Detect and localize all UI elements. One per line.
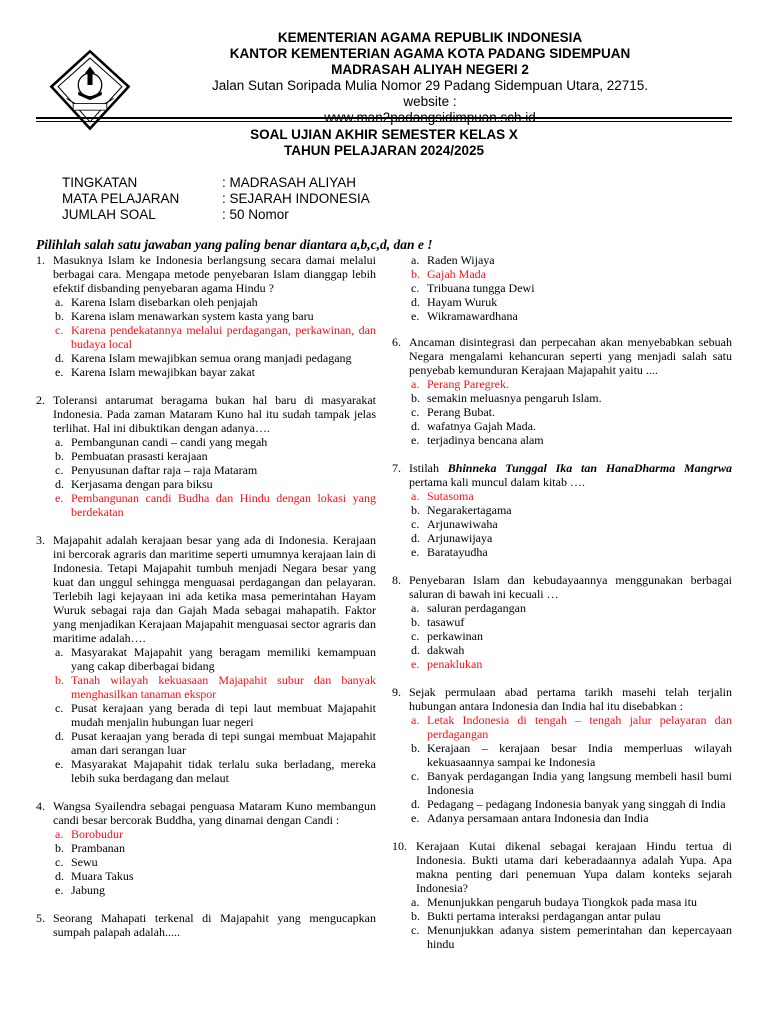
option-letter: e.: [55, 491, 64, 505]
question-number: 9.: [392, 685, 401, 699]
option-letter: d.: [55, 869, 64, 883]
question-text: Wangsa Syailendra sebagai penguasa Mataram Kuno membangun candi besar bercorak Buddha, yang dinamai dengan Candi :: [53, 799, 376, 827]
option-letter: d.: [411, 295, 420, 309]
option-letter: c.: [55, 701, 64, 715]
option-letter: a.: [411, 601, 420, 615]
answer-option-correct: [411, 713, 732, 741]
question-group: [392, 573, 732, 951]
option-list: [55, 827, 376, 897]
option-text: Menunjukkan adanya sistem pemerintahan dan kepercayaan hindu: [427, 923, 732, 951]
option-letter: e.: [411, 545, 420, 559]
option-letter: e.: [55, 365, 64, 379]
question-text: Majapahit adalah kerajaan besar yang ada di Indonesia. Kerajaan ini bercorak agraris dan maritime seperti umumnya kerajaan lain di Indonesia. Tetapi Majapahit tumbuh menjadi Negara besar yang kuat dan unggul sehingga menguasai perdagangan dan pelayaran. Terlebih lagi kejayaan ini ada ketika masa pemerintahan Hayam Wuruk sebagai raja dan Gajah Mada sebagai mahapatih. Faktor yang menjadikan Kerajaan Majapahit menguasai sector agraris dan maritime adalah….: [53, 533, 376, 645]
option-text: Menunjukkan pengaruh budaya Tiongkok pada masa itu: [427, 895, 697, 909]
info-value: : 50 Nomor: [222, 207, 289, 222]
option-letter: b.: [411, 909, 420, 923]
option-text: Karena islam menawarkan system kasta yang baru: [71, 309, 314, 323]
option-list: [411, 253, 732, 323]
header-divider-thin: [36, 121, 732, 122]
answer-option: [411, 769, 732, 797]
option-letter: e.: [411, 433, 420, 447]
answer-option: [55, 365, 376, 379]
option-text: Wikramawardhana: [427, 309, 518, 323]
option-text: Jabung: [71, 883, 105, 897]
answer-option: [55, 841, 376, 855]
question-item: [36, 393, 376, 519]
letterhead-line-3: MADRASAH ALIYAH NEGERI 2: [331, 62, 529, 77]
answer-option-correct: [55, 323, 376, 351]
option-text: Letak Indonesia di tengah – tengah jalur pelayaran dan perdagangan: [427, 713, 732, 741]
question-number: 7.: [392, 461, 401, 475]
answer-option: [55, 883, 376, 897]
option-letter: e.: [411, 811, 420, 825]
letterhead-address: Jalan Sutan Soripada Mulia Nomor 29 Padang Sidempuan Utara, 22715. website :: [211, 78, 649, 109]
letterhead-website: www.man2padangsidimpuan.sch.id: [324, 110, 536, 125]
option-text: Karena Islam disebarkan oleh penjajah: [71, 295, 258, 309]
option-text: Tribuana tungga Dewi: [427, 281, 535, 295]
option-text: Pembuatan prasasti kerajaan: [71, 449, 208, 463]
option-text: perkawinan: [427, 629, 483, 643]
option-letter: b.: [55, 841, 64, 855]
exam-title-line-1: SOAL UJIAN AKHIR SEMESTER KELAS X: [250, 127, 518, 142]
answer-option: [55, 351, 376, 365]
option-letter: d.: [411, 531, 420, 545]
answer-option: [411, 909, 732, 923]
option-text: Adanya persamaan antara Indonesia dan India: [427, 811, 649, 825]
option-letter: e.: [55, 757, 64, 771]
option-letter: b.: [411, 615, 420, 629]
question-item: [392, 839, 732, 951]
info-row: [62, 191, 370, 207]
question-group: [392, 335, 732, 447]
option-letter: c.: [411, 629, 420, 643]
option-letter: d.: [411, 797, 420, 811]
question-number: 2.: [36, 393, 45, 407]
option-text: Pembangunan candi Budha dan Hindu dengan lokasi yang berdekatan: [71, 491, 376, 519]
option-list: [55, 435, 376, 519]
answer-option-correct: [411, 267, 732, 281]
option-list: [411, 713, 732, 825]
option-letter: a.: [411, 253, 420, 267]
option-text: Pedagang – pedagang Indonesia banyak yang singgah di India: [427, 797, 726, 811]
answer-option: [411, 281, 732, 295]
question-item: [392, 335, 732, 447]
option-text: Gajah Mada: [427, 267, 486, 281]
option-text: Borobudur: [71, 827, 123, 841]
option-text: Karena pendekatannya melalui perdagangan, perkawinan, dan budaya local: [71, 323, 376, 351]
option-letter: c.: [55, 855, 64, 869]
info-label: TINGKATAN: [62, 175, 138, 190]
option-letter: b.: [55, 309, 64, 323]
option-letter: d.: [411, 643, 420, 657]
option-text: Sewu: [71, 855, 98, 869]
option-letter: c.: [55, 323, 64, 337]
option-text: Sutasoma: [427, 489, 474, 503]
option-letter: b.: [411, 391, 420, 405]
option-text: Karena Islam mewajibkan semua orang manjadi pedagang: [71, 351, 352, 365]
option-text: Negarakertagama: [427, 503, 512, 517]
answer-option: [411, 923, 732, 951]
option-letter: a.: [55, 435, 64, 449]
option-text: Arjunawiwaha: [427, 517, 498, 531]
option-text: Prambanan: [71, 841, 125, 855]
answer-option: [55, 869, 376, 883]
exam-info: [62, 175, 370, 223]
letterhead-line-1: KEMENTERIAN AGAMA REPUBLIK INDONESIA: [277, 30, 583, 45]
question-number: 5.: [36, 911, 45, 925]
instruction: Pilihlah salah satu jawaban yang paling benar diantara a,b,c,d, dan e !: [36, 237, 433, 252]
option-text: Pusat keraajan yang berada di tepi sungai membuat Majapahit aman dari serangan luar: [71, 729, 376, 757]
option-letter: c.: [411, 405, 420, 419]
answer-option-correct: [55, 491, 376, 519]
answer-option: [411, 601, 732, 615]
option-text: Perang Paregrek.: [427, 377, 509, 391]
answer-option: [411, 643, 732, 657]
option-list: [411, 895, 732, 951]
option-letter: a.: [411, 489, 420, 503]
question-number: 6.: [392, 335, 401, 349]
answer-option: [55, 855, 376, 869]
option-letter: a.: [55, 295, 64, 309]
question-term: Bhinneka Tunggal Ika tan HanaDharma Mangrwa: [447, 461, 732, 475]
option-letter: b.: [411, 503, 420, 517]
info-row: [62, 175, 370, 191]
answer-option: [55, 645, 376, 673]
option-text: Muara Takus: [71, 869, 134, 883]
question-number: 1.: [36, 253, 45, 267]
question-text-post: pertama kali muncul dalam kitab ….: [409, 475, 585, 489]
question-text: Penyebaran Islam dan kebudayaannya menggunakan berbagai saluran di bawah ini kecuali …: [409, 573, 732, 601]
question-text: Kerajaan Kutai dikenal sebagai kerajaan Hindu tertua di Indonesia. Bukti utama dari keberadaannya adalah Yupa. Apa makna penting dari penemuan Yupa dalam konteks sejarah Indonesia?: [416, 839, 732, 895]
option-letter: b.: [55, 673, 64, 687]
answer-option: [411, 629, 732, 643]
answer-option-correct: [55, 673, 376, 701]
question-item: [36, 253, 376, 379]
option-list: [55, 645, 376, 785]
letterhead: [0, 30, 768, 125]
option-text: Kerjasama dengan para biksu: [71, 477, 213, 491]
option-text: terjadinya bencana alam: [427, 433, 544, 447]
question-column-right: [392, 253, 732, 965]
answer-option: [411, 391, 732, 405]
option-text: Bukti pertama interaksi perdagangan antar pulau: [427, 909, 661, 923]
option-letter: b.: [411, 741, 420, 755]
answer-option: [411, 253, 732, 267]
answer-option: [55, 435, 376, 449]
answer-option: [55, 701, 376, 729]
answer-option-correct: [411, 489, 732, 503]
option-text: Karena Islam mewajibkan bayar zakat: [71, 365, 255, 379]
question-text: [409, 461, 732, 489]
option-text: Arjunawijaya: [427, 531, 493, 545]
question-number: 8.: [392, 573, 401, 587]
answer-option: [411, 517, 732, 531]
option-text: Pembangunan candi – candi yang megah: [71, 435, 268, 449]
option-letter: c.: [411, 517, 420, 531]
option-letter: a.: [55, 827, 64, 841]
option-text: Kerajaan – kerajaan besar India memperluas wilayah kekuasaannya sampai ke Indonesia: [427, 741, 732, 769]
option-letter: e.: [411, 309, 420, 323]
option-text: dakwah: [427, 643, 465, 657]
option-letter: b.: [55, 449, 64, 463]
answer-option: [411, 419, 732, 433]
option-letter: e.: [411, 657, 420, 671]
answer-option: [55, 309, 376, 323]
option-letter: b.: [411, 267, 420, 281]
question-number: 10.: [392, 839, 407, 853]
question-text: Toleransi antarumat beragama bukan hal baru di masyarakat Indonesia. Pada zaman Mataram Kuno hal itu sudah tampak jelas terlihat. Hal ini dibuktikan dengan adanya….: [53, 393, 376, 435]
answer-option: [55, 449, 376, 463]
answer-option: [55, 757, 376, 785]
info-label: JUMLAH SOAL: [62, 207, 156, 222]
question-7: [392, 461, 732, 559]
exam-title-line-2: TAHUN PELAJARAN 2024/2025: [283, 143, 485, 158]
info-label: MATA PELAJARAN: [62, 191, 180, 206]
ministry-logo-icon: [48, 48, 132, 132]
option-letter: c.: [411, 923, 420, 937]
info-value: : SEJARAH INDONESIA: [222, 191, 370, 206]
letterhead-line-2: KANTOR KEMENTERIAN AGAMA KOTA PADANG SIDEMPUAN: [229, 46, 631, 61]
answer-option: [55, 477, 376, 491]
option-letter: c.: [411, 769, 420, 783]
question-item: [36, 533, 376, 785]
question-item: [36, 799, 376, 897]
option-text: wafatnya Gajah Mada.: [427, 419, 536, 433]
question-number: 4.: [36, 799, 45, 813]
answer-option: [55, 729, 376, 757]
answer-option-correct: [411, 377, 732, 391]
info-row: [62, 207, 370, 223]
option-text: semakin meluasnya pengaruh Islam.: [427, 391, 602, 405]
option-text: Raden Wijaya: [427, 253, 495, 267]
option-letter: a.: [411, 895, 420, 909]
info-value: : MADRASAH ALIYAH: [222, 175, 357, 190]
question-item: [392, 573, 732, 671]
answer-option: [411, 615, 732, 629]
question-text: Seorang Mahapati terkenal di Majapahit yang mengucapkan sumpah palapah adalah.....: [53, 911, 376, 939]
option-letter: c.: [411, 281, 420, 295]
option-text: Perang Bubat.: [427, 405, 495, 419]
option-text: tasawuf: [427, 615, 465, 629]
option-letter: d.: [55, 351, 64, 365]
question-item: [36, 911, 376, 939]
question-column-left: [36, 253, 376, 953]
option-letter: a.: [411, 713, 420, 727]
question-number: 3.: [36, 533, 45, 547]
answer-option: [411, 503, 732, 517]
option-letter: a.: [55, 645, 64, 659]
answer-option: [411, 811, 732, 825]
option-text: penaklukan: [427, 657, 483, 671]
exam-title: [0, 127, 768, 159]
answer-option: [411, 895, 732, 909]
option-letter: d.: [411, 419, 420, 433]
option-list: [411, 489, 732, 559]
answer-option: [411, 545, 732, 559]
option-letter: e.: [55, 883, 64, 897]
answer-option: [411, 295, 732, 309]
answer-option: [411, 309, 732, 323]
option-text: Masyarakat Majapahit yang beragam memiliki kemampuan yang cakap diberbagai bidang: [71, 645, 376, 673]
answer-option: [411, 531, 732, 545]
option-letter: d.: [55, 729, 64, 743]
question-5-options: [392, 253, 732, 323]
header-divider-thick: [36, 117, 732, 119]
answer-option: [55, 295, 376, 309]
option-letter: a.: [411, 377, 420, 391]
option-text: Tanah wilayah kekuasaan Majapahit subur dan banyak menghasilkan tanaman ekspor: [71, 673, 376, 701]
option-letter: c.: [55, 463, 64, 477]
question-item: [392, 685, 732, 825]
answer-option: [411, 405, 732, 419]
answer-option: [411, 797, 732, 811]
option-text: Hayam Wuruk: [427, 295, 498, 309]
answer-option-correct: [55, 827, 376, 841]
answer-option-correct: [411, 657, 732, 671]
option-text: Banyak perdagangan India yang langsung membeli hasil bumi Indonesia: [427, 769, 732, 797]
answer-option: [411, 741, 732, 769]
question-text-pre: Istilah: [409, 461, 448, 475]
option-text: saluran perdagangan: [427, 601, 526, 615]
option-text: Baratayudha: [427, 545, 488, 559]
option-letter: d.: [55, 477, 64, 491]
question-text: Masuknya Islam ke Indonesia berlangsung secara damai melalui berbagai cara. Mengapa metode penyebaran Islam dianggap lebih efektif disbanding penyebaran agama Hindu ?: [53, 253, 376, 295]
option-list: [55, 295, 376, 379]
answer-option: [411, 433, 732, 447]
option-text: Penyusunan daftar raja – raja Mataram: [71, 463, 258, 477]
question-text: Ancaman disintegrasi dan perpecahan akan menyebabkan sebuah Negara mengalami kehancuran seperti yang menjadi salah satu penyebab kemunduran Kerajaan Majapahit yaitu ....: [409, 335, 732, 377]
option-list: [411, 377, 732, 447]
answer-option: [55, 463, 376, 477]
option-list: [411, 601, 732, 671]
option-text: Masyarakat Majapahit tidak terlalu suka berladang, mereka lebih suka berdagang dan melaut: [71, 757, 376, 785]
question-text: Sejak permulaan abad pertama tarikh masehi telah terjalin hubungan antara Indonesia dan India hal itu disebabkan :: [409, 685, 732, 713]
option-text: Pusat kerajaan yang berada di tepi laut membuat Majapahit mudah menjalin hubungan luar negeri: [71, 701, 376, 729]
